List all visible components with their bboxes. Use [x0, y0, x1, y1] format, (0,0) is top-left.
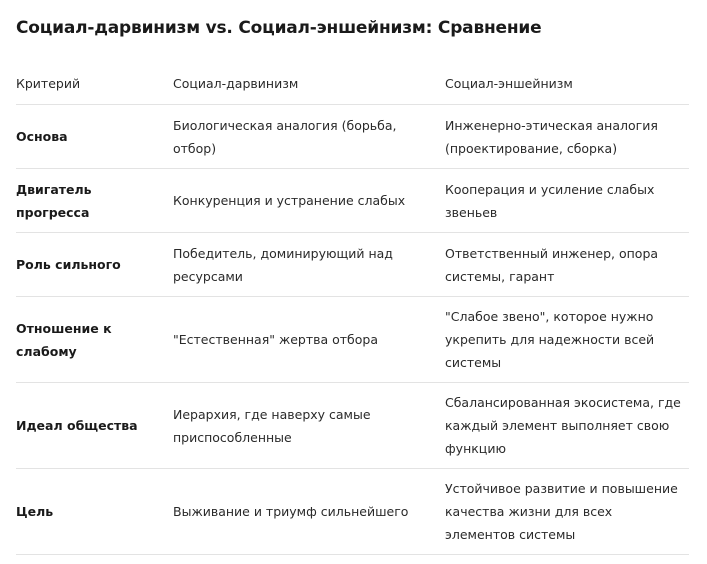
row-ensheinism-cell: Устойчивое развитие и повышение качества жизни для всех элементов системы — [445, 469, 689, 555]
comparison-table — [16, 62, 689, 555]
row-criterion: Основа — [16, 105, 173, 169]
row-darwinism-cell: Биологическая аналогия (борьба, отбор) — [173, 105, 445, 169]
row-ensheinism-cell: Сбалансированная экосистема, где каждый элемент выполняет свою функцию — [445, 383, 689, 469]
header-criterion: Критерий — [16, 62, 173, 105]
header-ensheinism: Социал-эншейнизм — [445, 62, 689, 105]
row-ensheinism-cell: Инженерно-этическая аналогия (проектирование, сборка) — [445, 105, 689, 169]
table-row — [16, 469, 689, 555]
row-criterion: Роль сильного — [16, 233, 173, 297]
header-darwinism: Социал-дарвинизм — [173, 62, 445, 105]
row-ensheinism-cell: Кооперация и усиление слабых звеньев — [445, 169, 689, 233]
row-darwinism-cell: Выживание и триумф сильнейшего — [173, 469, 445, 555]
row-darwinism-cell: Иерархия, где наверху самые приспособленные — [173, 383, 445, 469]
row-darwinism-cell: Конкуренция и устранение слабых — [173, 169, 445, 233]
row-criterion: Двигатель прогресса — [16, 169, 173, 233]
table-header-row — [16, 62, 689, 105]
table-row — [16, 169, 689, 233]
row-criterion: Отношение к слабому — [16, 297, 173, 383]
row-criterion: Цель — [16, 469, 173, 555]
table-row — [16, 233, 689, 297]
table-row — [16, 297, 689, 383]
page-title: Социал-дарвинизм vs. Социал-эншейнизм: Сравнение — [16, 18, 542, 38]
row-darwinism-cell: Победитель, доминирующий над ресурсами — [173, 233, 445, 297]
table-row — [16, 105, 689, 169]
row-criterion: Идеал общества — [16, 383, 173, 469]
row-ensheinism-cell: Ответственный инженер, опора системы, гарант — [445, 233, 689, 297]
table-row — [16, 383, 689, 469]
row-ensheinism-cell: "Слабое звено", которое нужно укрепить для надежности всей системы — [445, 297, 689, 383]
row-darwinism-cell: "Естественная" жертва отбора — [173, 297, 445, 383]
